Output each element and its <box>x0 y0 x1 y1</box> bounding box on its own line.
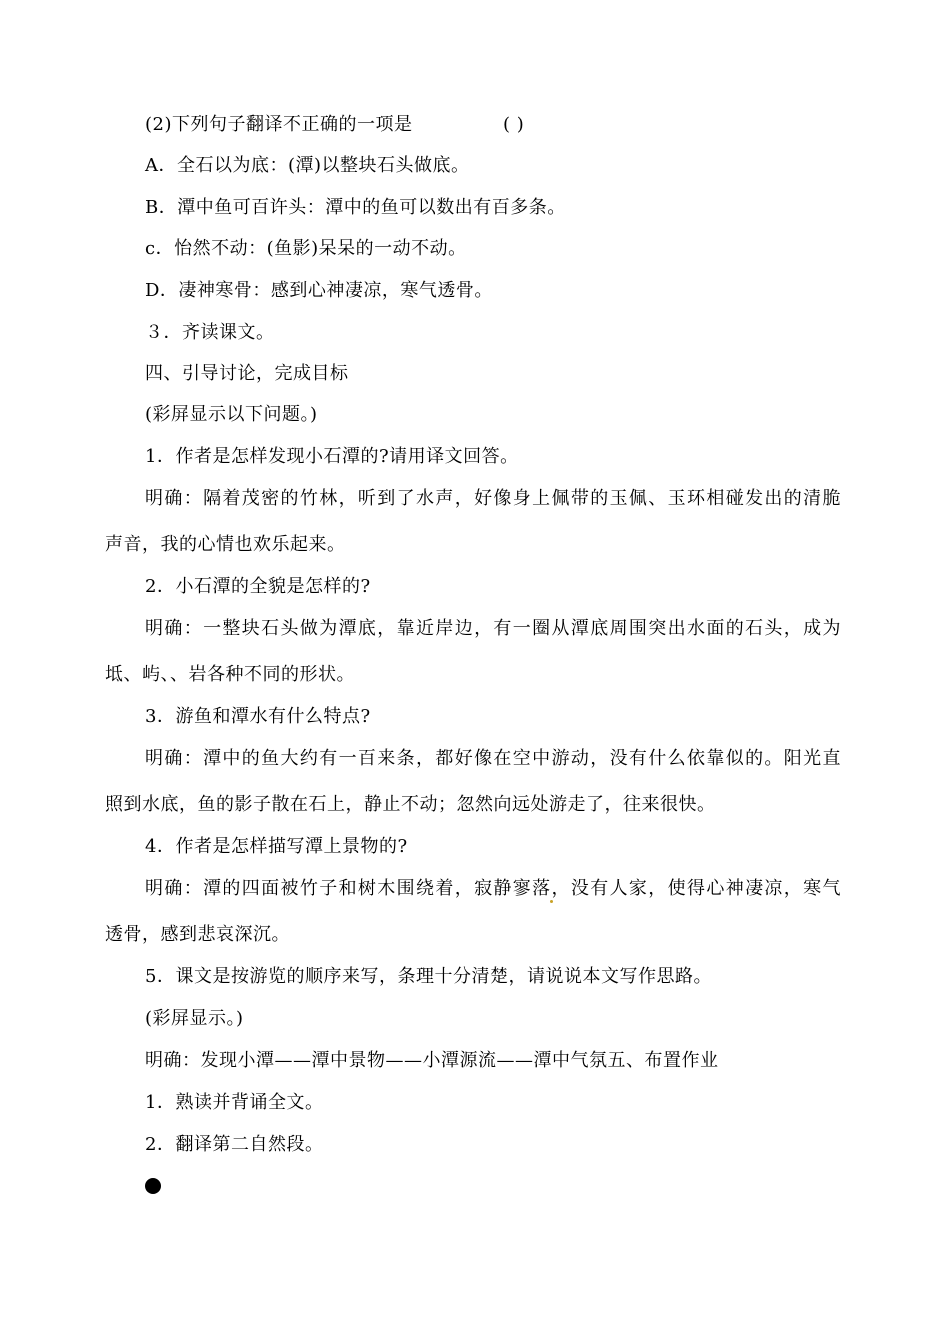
section-4-heading: 四、引导讨论，完成目标 <box>145 363 349 384</box>
screen-note-2: (彩屏显示。) <box>145 1008 244 1029</box>
homework-2: 2．翻译第二自然段。 <box>145 1134 324 1155</box>
question-2: 2．小石潭的全貌是怎样的? <box>145 576 371 597</box>
stray-dot-mark <box>550 900 553 903</box>
step-3-read: ３．齐读课文。 <box>145 322 275 343</box>
homework-1: 1．熟读并背诵全文。 <box>145 1092 324 1113</box>
answer-4-line-2: 透骨，感到悲哀深沉。 <box>105 924 290 945</box>
question-2-stem: (2)下列句子翻译不正确的一项是 <box>145 114 413 135</box>
answer-1-line-1: 明确：隔着茂密的竹林，听到了水声，好像身上佩带的玉佩、玉环相碰发出的清脆 <box>145 488 841 509</box>
answer-5: 明确：发现小潭——潭中景物——小潭源流——潭中气氛五、布置作业 <box>145 1050 719 1071</box>
bullet-dot <box>145 1178 161 1194</box>
option-d: D．凄神寒骨：感到心神凄凉，寒气透骨。 <box>145 280 493 301</box>
question-5: 5．课文是按游览的顺序来写，条理十分清楚，请说说本文写作思路。 <box>145 966 712 987</box>
question-4: 4．作者是怎样描写潭上景物的? <box>145 836 408 857</box>
question-3: 3．游鱼和潭水有什么特点? <box>145 706 371 727</box>
answer-2-line-2: 坻、屿、、岩各种不同的形状。 <box>105 664 355 685</box>
answer-2-line-1: 明确：一整块石头做为潭底，靠近岸边，有一圈从潭底周围突出水面的石头，成为 <box>145 618 841 639</box>
screen-note-1: (彩屏显示以下问题。) <box>145 404 318 425</box>
option-a: A．全石以为底：(潭)以整块石头做底。 <box>145 155 470 176</box>
answer-4-line-1: 明确：潭的四面被竹子和树木围绕着，寂静寥落，没有人家，使得心神凄凉，寒气 <box>145 878 841 899</box>
option-b: B．潭中鱼可百许头：潭中的鱼可以数出有百多条。 <box>145 197 566 218</box>
answer-3-line-1: 明确：潭中的鱼大约有一百来条，都好像在空中游动，没有什么依靠似的。阳光直 <box>145 748 841 769</box>
answer-1-line-2: 声音，我的心情也欢乐起来。 <box>105 534 346 555</box>
question-1: 1．作者是怎样发现小石潭的?请用译文回答。 <box>145 446 519 467</box>
answer-blank: ( ) <box>503 114 525 135</box>
option-c: c．怡然不动：(鱼影)呆呆的一动不动。 <box>145 238 467 259</box>
answer-3-line-2: 照到水底，鱼的影子散在石上，静止不动；忽然向远处游走了，往来很快。 <box>105 794 716 815</box>
